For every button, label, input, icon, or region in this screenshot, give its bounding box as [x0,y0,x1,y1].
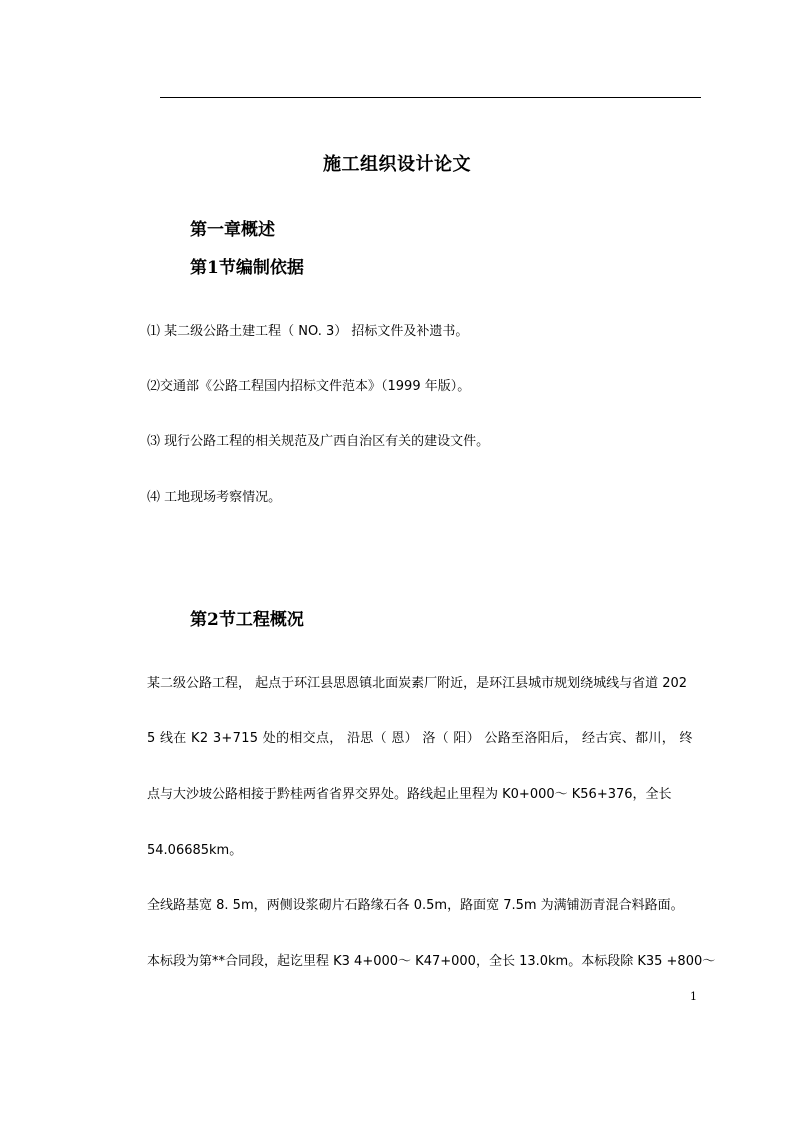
paragraph-line: 某二级公路工程， 起点于环江县思恩镇北面炭素厂附近，是环江县城市规划绕城线与省道 202 [147,676,688,691]
chapter-heading: 第一章概述 [190,220,275,240]
basis-item: ⑴ 某二级公路土建工程（ NO. 3） 招标文件及补遗书。 [147,324,469,339]
header-rule [160,97,701,98]
paragraph-line: 54.06685km。 [147,843,243,858]
section-heading: 第2节工程概况 [190,610,304,630]
section-heading: 第1节编制依据 [190,258,304,278]
basis-item: ⑶ 现行公路工程的相关规范及广西自治区有关的建设文件。 [147,434,490,449]
page-number: 1 [690,990,697,1003]
paragraph-line: 点与大沙坡公路相接于黔桂两省省界交界处。路线起止里程为 K0+000～ K56+376，全长 [147,787,672,802]
document-title: 施工组织设计论文 [323,154,471,175]
paragraph-line: 5 线在 K2 3+715 处的相交点， 沿思（ 恩） 洛（ 阳） 公路至洛阳后， 经古宾、都川， 终 [147,731,693,746]
paragraph-line: 本标段为第**合同段，起讫里程 K3 4+000～ K47+000，全长 13.0km。本标段除 K35 +800～ [147,954,716,969]
paragraph-line: 全线路基宽 8. 5m，两侧设浆砌片石路缘石各 0.5m，路面宽 7.5m 为满铺沥青混合料路面。 [147,898,684,913]
basis-item: ⑵交通部《公路工程国内招标文件范本》（1999 年版）。 [147,379,471,394]
basis-item: ⑷ 工地现场考察情况。 [147,490,282,505]
